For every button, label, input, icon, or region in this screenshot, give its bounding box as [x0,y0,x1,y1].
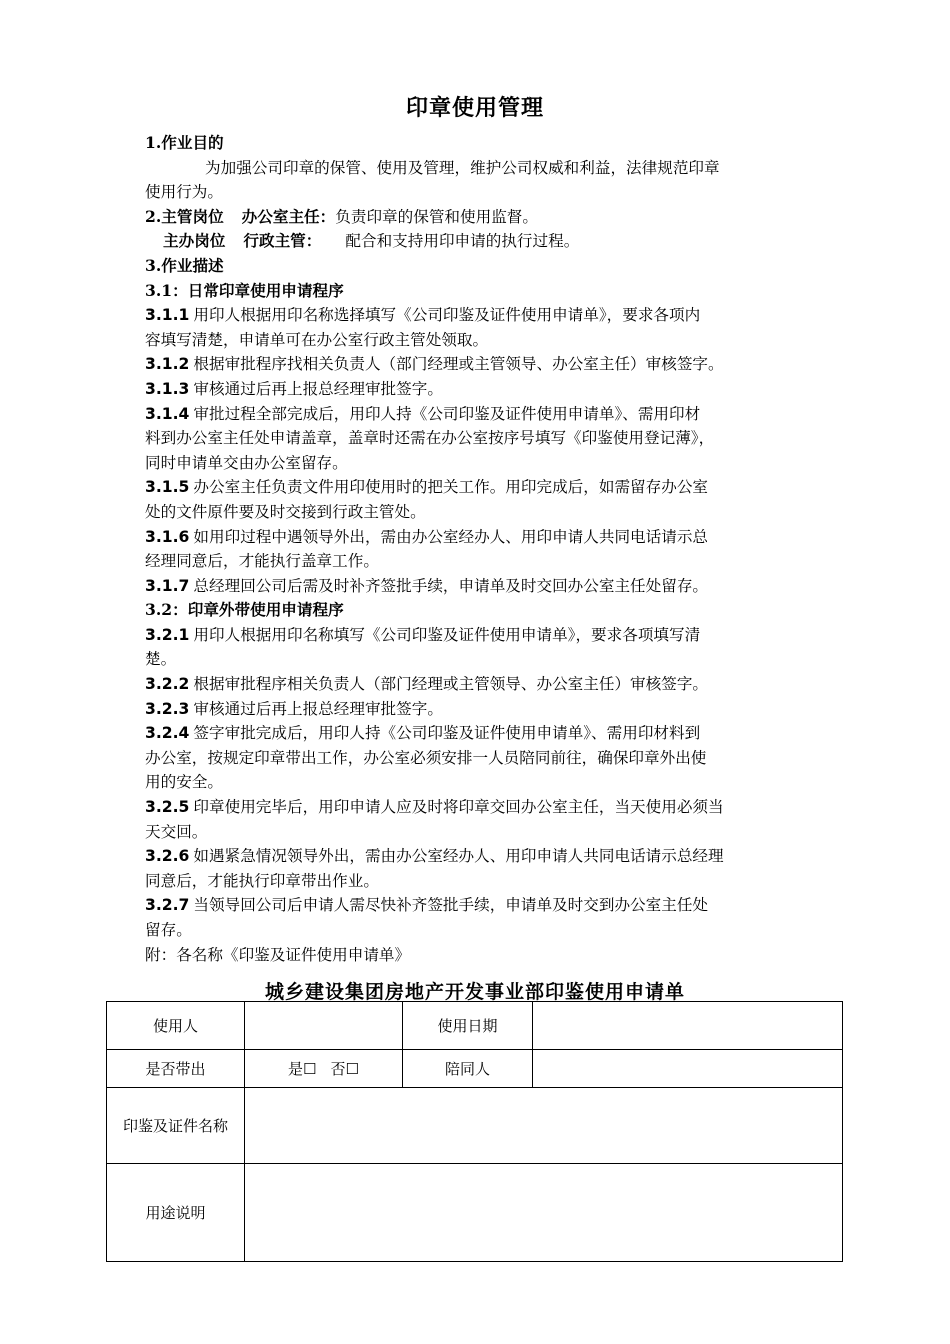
step-text: 容填写清楚，申请单可在办公室行政主管处领取。 [145,330,489,349]
section-2-line-2 [145,229,857,254]
procedure-step [145,525,857,550]
procedure-step-cont [145,770,857,795]
step-text: 留存。 [145,921,192,939]
procedure-step-cont [145,549,857,574]
section-1-text-cont: 使用行为。 [145,183,223,202]
step-text: 办公室，按规定印章带出工作，办公室必须安排一人员陪同前往，确保印章外出使 [145,748,707,767]
companion-label: 陪同人 [403,1050,533,1088]
yes-checkbox[interactable]: 是☐ [288,1060,317,1078]
step-text: 天交回。 [145,822,208,841]
step-text: 楚。 [145,650,177,669]
form-row-takeout [107,1050,843,1088]
procedure-step [145,721,857,746]
companion-field[interactable] [533,1050,843,1088]
procedure-step [145,303,857,328]
step-text: 同时申请单交由办公室留存。 [145,453,348,472]
supervising-duty: 负责印章的保管和使用监督。 [335,207,538,226]
section-3-2-heading: 3.2：印章外带使用申请程序 [145,600,344,620]
step-text: 根据审批程序相关负责人（部门经理或主管领导、办公室主任）审核签字。 [193,675,709,694]
seal-name-field[interactable] [245,1088,843,1164]
step-number: 3.2.7 [145,896,190,915]
step-text: 根据审批程序找相关负责人（部门经理或主管领导、办公室主任）审核签字。 [193,355,724,374]
handling-role: 主办岗位 [163,231,226,251]
step-number: 3.2.4 [145,724,190,743]
step-text: 如用印过程中遇领导外出，需由办公室经办人、用印申请人共同电话请示总 [193,527,709,546]
step-text: 经理同意后，才能执行盖章工作。 [145,552,379,571]
no-checkbox[interactable]: 否☐ [330,1060,359,1078]
user-field[interactable] [245,1002,403,1050]
procedure-step [145,377,857,402]
step-number: 3.1.1 [145,306,190,325]
step-text: 如遇紧急情况领导外出，需由办公室经办人、用印申请人共同电话请示总经理 [193,847,724,866]
procedure-step [145,574,857,599]
procedure-step-cont [145,328,857,353]
procedure-step-cont [145,918,857,943]
step-text: 审核通过后再上报总经理审批签字。 [193,699,443,718]
step-number: 3.2.3 [145,699,190,718]
form-title: 城乡建设集团房地产开发事业部印鉴使用申请单 [264,981,685,1003]
handling-person: 行政主管： [243,231,322,251]
section-3-heading: 3.作业描述 [145,255,224,275]
date-label: 使用日期 [403,1002,533,1050]
step-text: 处的文件原件要及时交接到行政主管处。 [145,502,426,521]
procedure-step [145,402,857,427]
procedure-step [145,893,857,918]
seal-application-form [106,1001,843,1262]
step-text: 当领导回公司后申请人需尽快补齐签批手续，申请单及时交到办公室主任处 [193,896,709,915]
procedure-step-cont [145,647,857,672]
purpose-field[interactable] [245,1164,843,1262]
date-field[interactable] [533,1002,843,1050]
step-number: 3.1.7 [145,576,190,595]
step-text: 审批过程全部完成后，用印人持《公司印鉴及证件使用申请单》、需用印材 [193,404,701,423]
step-text: 用的安全。 [145,773,223,792]
step-number: 3.1.5 [145,478,190,497]
procedure-step-cont [145,820,857,845]
procedure-step-cont [145,869,857,894]
form-row-purpose [107,1164,843,1262]
step-text: 用印人根据用印名称填写《公司印鉴及证件使用申请单》，要求各项填写清 [193,625,701,644]
step-number: 3.2.2 [145,675,190,694]
step-text: 总经理回公司后需及时补齐签批手续，申请单及时交回办公室主任处留存。 [193,576,709,595]
procedure-step-cont [145,426,857,451]
procedure-step [145,795,857,820]
procedure-step-cont [145,451,857,476]
section-3-1-heading: 3.1：日常印章使用申请程序 [145,280,344,300]
section-2-line-1 [145,205,857,230]
step-number: 3.1.4 [145,404,190,423]
step-number: 3.2.1 [145,625,190,644]
step-text: 签字审批完成后，用印人持《公司印鉴及证件使用申请单》、需用印材料到 [193,724,701,743]
form-row-seal-name [107,1088,843,1164]
section-1-text: 为加强公司印章的保管、使用及管理，维护公司权威和利益，法律规范印章 [205,158,720,177]
section-3-1-items [145,303,857,598]
purpose-label: 用途说明 [107,1164,245,1262]
procedure-step [145,844,857,869]
section-2-number: 2. [145,206,162,226]
step-number: 3.1.2 [145,355,190,374]
step-text: 同意后，才能执行印章带出作业。 [145,871,379,890]
step-number: 3.2.6 [145,847,190,866]
procedure-step [145,352,857,377]
step-text: 料到办公室主任处申请盖章，盖章时还需在办公室按序号填写《印鉴使用登记薄》， [145,429,715,448]
procedure-step-cont [145,746,857,771]
appendix-note: 附：各名称《印鉴及证件使用申请单》 [145,945,411,964]
section-1-heading: 1.作业目的 [145,133,224,152]
procedure-step [145,672,857,697]
document-body [145,131,857,967]
handling-duty: 配合和支持用印申请的执行过程。 [345,232,580,251]
step-number: 3.1.6 [145,527,190,546]
seal-name-label: 印鉴及证件名称 [107,1088,245,1164]
step-number: 3.2.5 [145,798,190,817]
step-text: 用印人根据用印名称选择填写《公司印鉴及证件使用申请单》，要求各项内 [193,306,701,325]
section-3-2-items [145,623,857,943]
procedure-step-cont [145,500,857,525]
procedure-step [145,623,857,648]
procedure-step [145,697,857,722]
supervising-role: 主管岗位 [161,206,224,226]
takeout-label: 是否带出 [107,1050,245,1088]
page-title: 印章使用管理 [405,96,544,121]
supervising-person: 办公室主任： [241,206,336,226]
form-row-user [107,1002,843,1050]
step-number: 3.1.3 [145,379,190,398]
step-text: 办公室主任负责文件用印使用时的把关工作。用印完成后，如需留存办公室 [193,478,709,497]
procedure-step [145,475,857,500]
step-text: 印章使用完毕后，用印申请人应及时将印章交回办公室主任，当天使用必须当 [193,798,724,817]
step-text: 审核通过后再上报总经理审批签字。 [193,379,443,398]
user-label: 使用人 [107,1002,245,1050]
takeout-options [245,1050,403,1088]
